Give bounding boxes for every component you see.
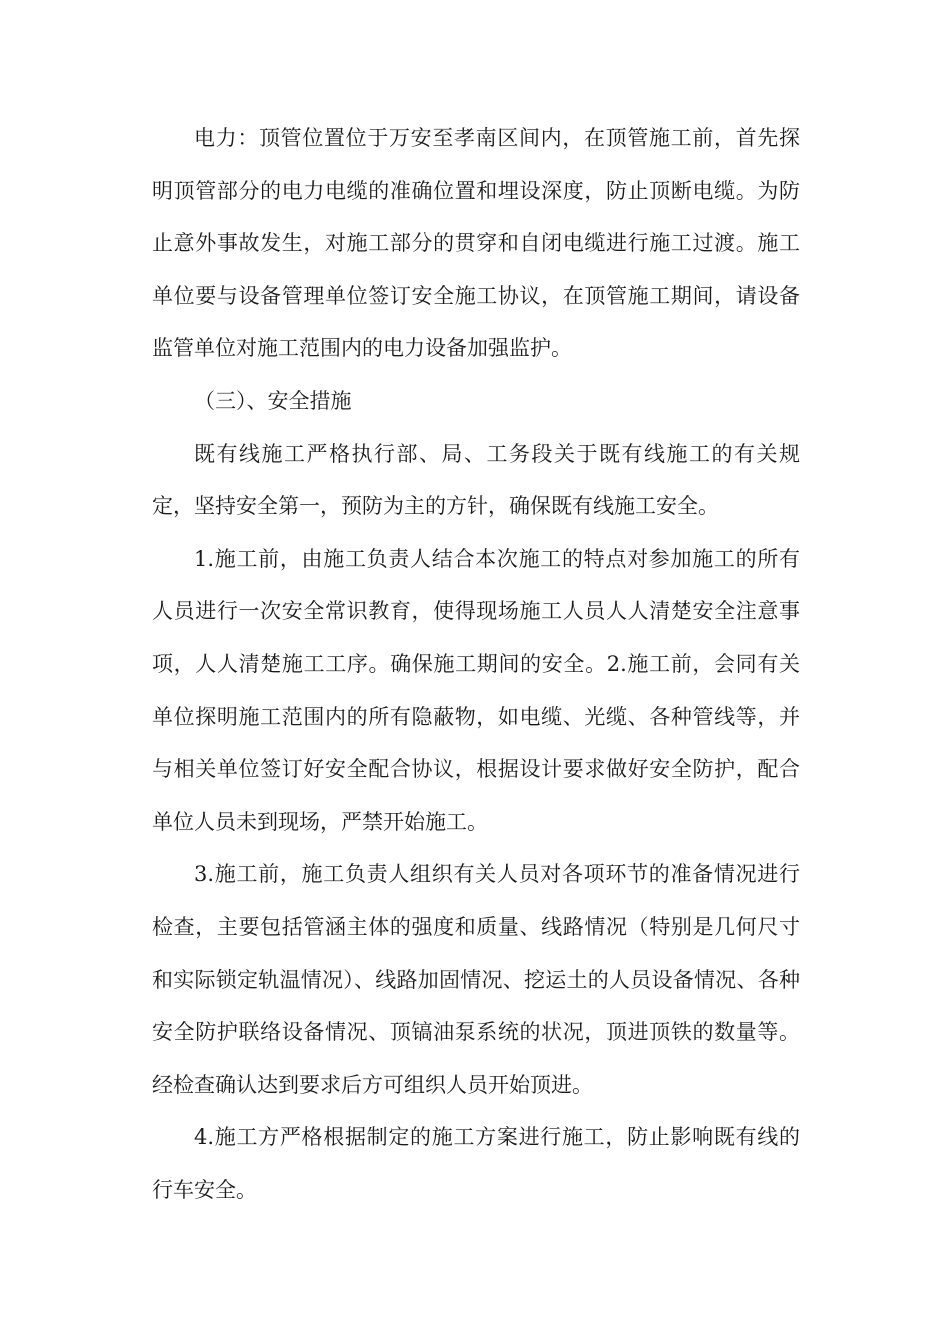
paragraph-item-4: 4.施工方严格根据制定的施工方案进行施工，防止影响既有线的行车安全。 — [152, 1125, 800, 1202]
paragraph-item-3: 3.施工前，施工负责人组织有关人员对各项环节的准备情况进行检查，主要包括管涵主体的强度和质量、线路情况（特别是几何尺寸和实际锁定轨温情况）、线路加固情况、挖运土的人员设备情况、各种安全防护联络设备情况、顶镐油泵系统的状况，顶进顶铁的数量等。经检查确认达到要求后方可组织人员开始顶进。 — [152, 862, 800, 1097]
document-body — [152, 112, 800, 1216]
paragraph-power: 电力：顶管位置位于万安至孝南区间内，在顶管施工前，首先探明顶管部分的电力电缆的准确位置和埋设深度，防止顶断电缆。为防止意外事故发生，对施工部分的贯穿和自闭电缆进行施工过渡。施工单位要与设备管理单位签订安全施工协议，在顶管施工期间，请设备监管单位对施工范围内的电力设备加强监护。 — [152, 126, 800, 361]
section-heading-safety-measures: （三）、安全措施 — [194, 388, 352, 413]
paragraph-existing-line-rules: 既有线施工严格执行部、局、工务段关于既有线施工的有关规定，坚持安全第一，预防为主的方针，确保既有线施工安全。 — [152, 441, 800, 519]
paragraph-item-1-2: 1.施工前，由施工负责人结合本次施工的特点对参加施工的所有人员进行一次安全常识教育，使得现场施工人员人人清楚安全注意事项，人人清楚施工工序。确保施工期间的安全。2.施工前，会同有关单位探明施工范围内的所有隐蔽物，如电缆、光缆、各种管线等，并与相关单位签订好安全配合协议，根据设计要求做好安全防护，配合单位人员未到现场，严禁开始施工。 — [152, 546, 800, 834]
